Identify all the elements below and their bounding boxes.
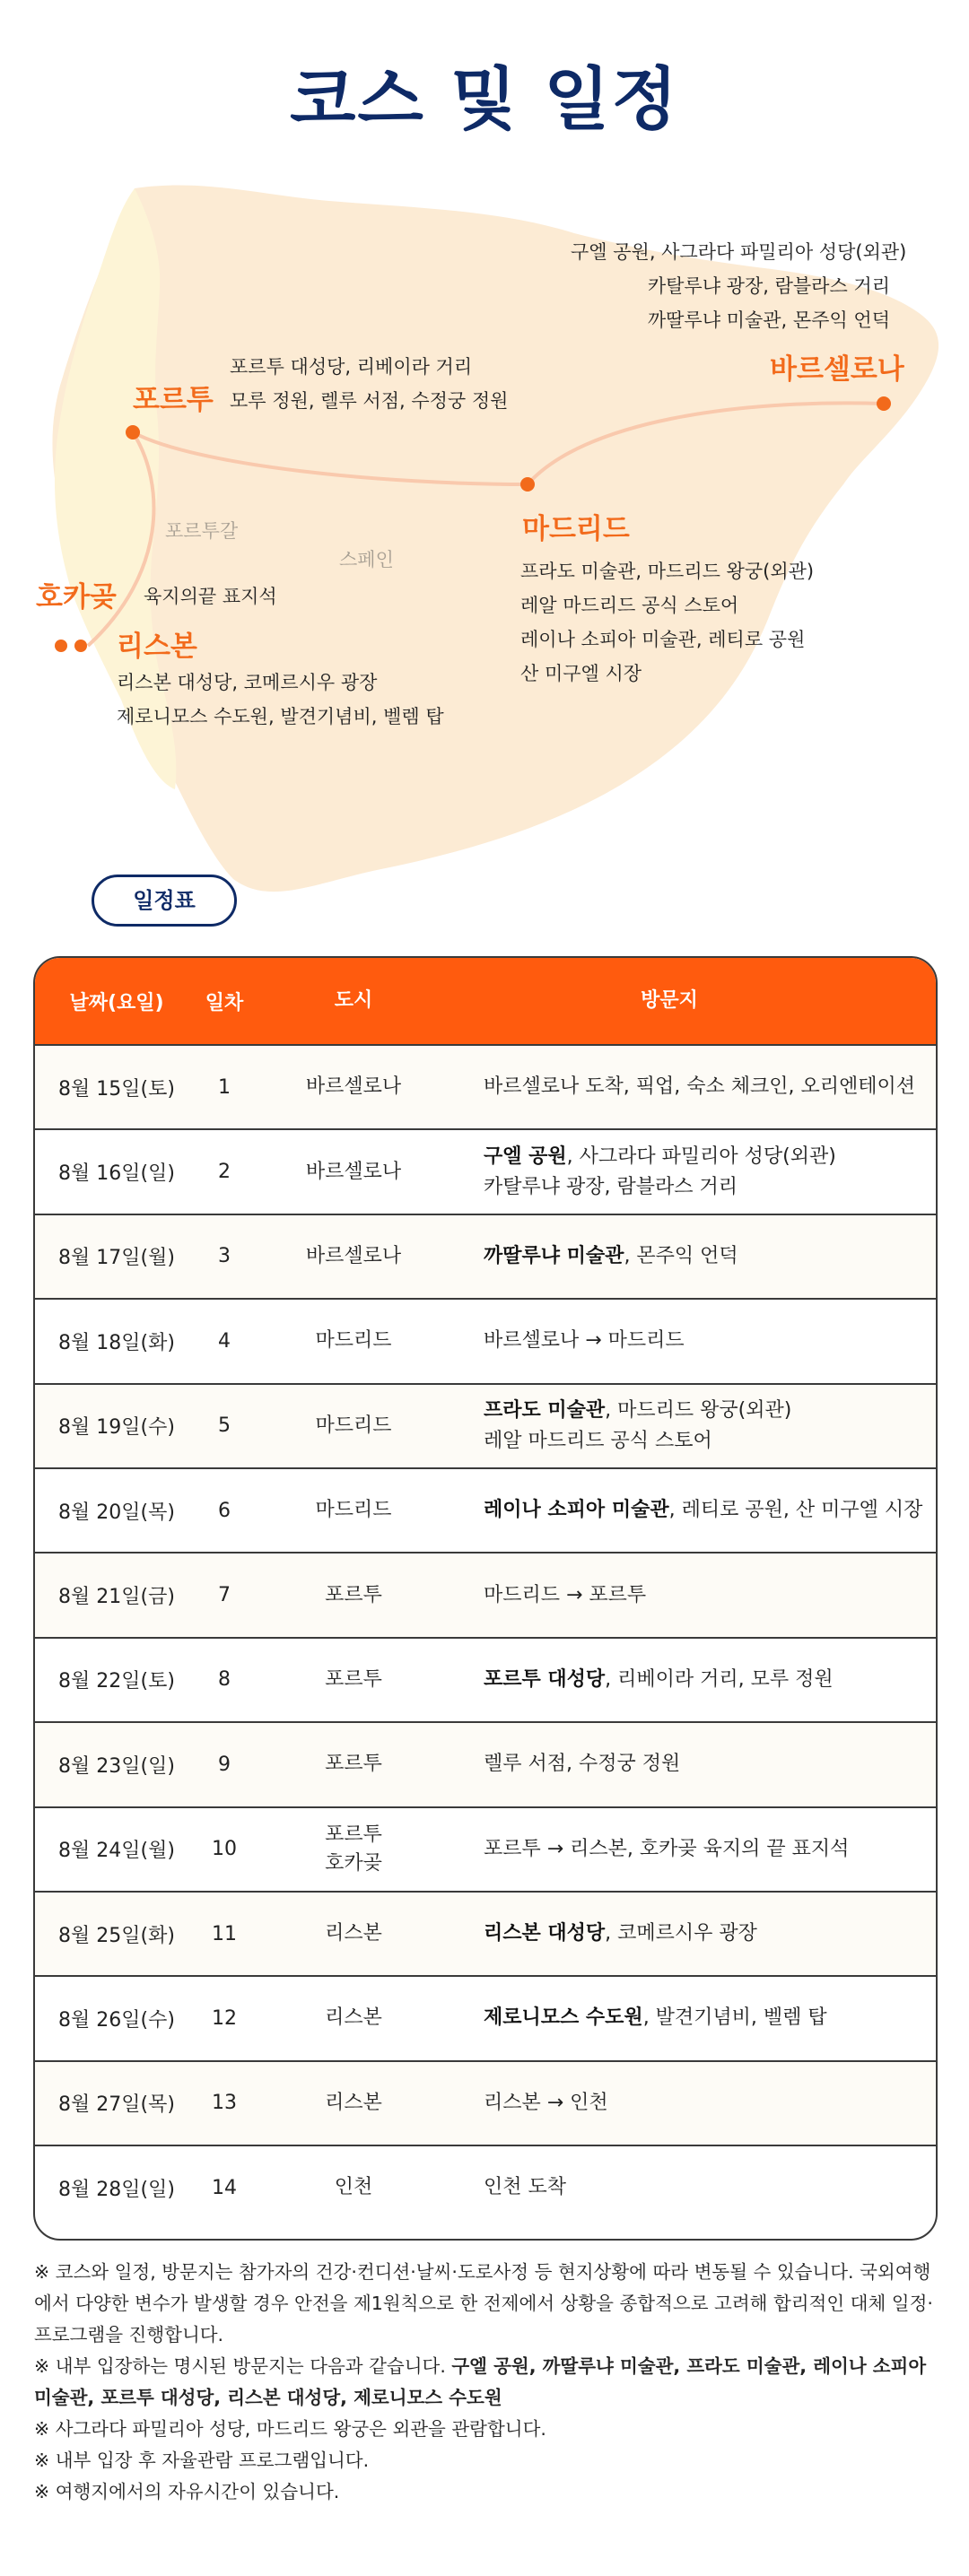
cell-city	[250, 1821, 457, 1878]
notes	[34, 2257, 940, 2508]
cell-visit-line2: 레알 마드리드 공식 스토어	[484, 1429, 712, 1452]
cell-city-line1: 포르투	[325, 1823, 382, 1846]
cell-city-line1: 리스본	[325, 2091, 382, 2114]
cell-visit-text: 바르셀로나 도착, 픽업, 숙소 체크인, 오리엔테이션	[484, 1075, 915, 1099]
table-row	[35, 1552, 936, 1636]
cell-visit-highlight: 리스본 대성당	[484, 1922, 606, 1945]
cell-visit	[457, 2088, 936, 2119]
barcelona-places	[571, 235, 907, 337]
cell-city-line2: 호카곶	[325, 1851, 382, 1875]
cell-date: 8월 17일(월)	[58, 1247, 175, 1270]
cell-visit-highlight: 제로니모스 수도원	[484, 2006, 643, 2030]
note-2-bold: 구엘 공원, 까딸루냐 미술관, 프라도 미술관, 레이나 소피아 미술관, 포르투 대성당, 리스본 대성당, 제로니모스 수도원	[34, 2355, 927, 2408]
cell-visit-text: 바르셀로나 → 마드리드	[484, 1329, 685, 1353]
cell-city	[250, 1158, 457, 1187]
cell-visit	[457, 1326, 936, 1356]
note-2-prefix: ※ 내부 입장하는 명시된 방문지는 다음과 같습니다.	[34, 2355, 452, 2377]
cell-visit	[457, 1749, 936, 1780]
cell-date: 8월 16일(일)	[58, 1162, 175, 1186]
cell-day: 14	[212, 2176, 237, 2199]
cell-day: 4	[218, 1329, 231, 1353]
cell-visit	[457, 1665, 936, 1695]
cell-city-line1: 인천	[334, 2176, 373, 2199]
madrid-place-2: 레알 마드리드 공식 스토어	[520, 595, 739, 616]
dot-lisbon	[74, 640, 87, 652]
cell-visit-text: , 레티로 공원, 산 미구엘 시장	[668, 1499, 923, 1522]
table-row	[35, 1128, 936, 1213]
cell-city-line1: 리스본	[325, 1922, 382, 1945]
cell-day: 3	[218, 1245, 231, 1268]
cell-city-line1: 바르셀로나	[305, 1160, 402, 1183]
cell-day: 8	[218, 1668, 231, 1692]
cell-visit-line1	[484, 1495, 936, 1526]
cell-city-line1: 마드리드	[315, 1414, 392, 1437]
cell-visit-text: 마드리드 → 포르투	[484, 1583, 647, 1606]
table-row	[35, 1975, 936, 2059]
cell-city	[250, 1496, 457, 1525]
cell-visit-line1	[484, 1919, 936, 1949]
city-label-barcelona: 바르셀로나	[770, 353, 904, 386]
cell-visit-highlight: 레이나 소피아 미술관	[484, 1499, 669, 1522]
cell-city-line1: 포르투	[325, 1583, 382, 1606]
page-title: 코스 및 일정	[290, 59, 679, 139]
dot-cabo	[55, 640, 67, 652]
barcelona-place-2: 카탈루냐 광장, 람블라스 거리	[647, 275, 890, 297]
table-body	[35, 1044, 936, 2229]
city-label-lisbon: 리스본	[117, 631, 197, 663]
cell-visit-line1	[484, 1665, 936, 1695]
table-row	[35, 1383, 936, 1467]
cell-day: 10	[212, 1838, 237, 1861]
cell-city	[250, 1073, 457, 1101]
porto-places	[230, 350, 508, 418]
note-2	[34, 2351, 940, 2414]
cell-visit-highlight: 포르투 대성당	[484, 1667, 606, 1691]
cell-city	[250, 2004, 457, 2032]
cell-visit-line1	[484, 2003, 936, 2033]
cell-city	[250, 1412, 457, 1440]
table-row	[35, 2060, 936, 2145]
dot-porto	[126, 425, 140, 439]
city-label-cabo: 호카곶	[36, 581, 117, 614]
porto-place-2: 모루 정원, 렐루 서점, 수정궁 정원	[230, 390, 509, 412]
table-row	[35, 2145, 936, 2229]
cell-visit-text: 포르투 → 리스본, 호카곶 육지의 끝 표지석	[484, 1837, 850, 1860]
cell-visit-text: , 발견기념비, 벨렘 탑	[642, 2006, 827, 2030]
schedule-table	[33, 956, 938, 2241]
table-header	[35, 958, 936, 1044]
cell-city	[250, 2173, 457, 2202]
cell-day: 11	[212, 1922, 237, 1945]
cell-visit	[457, 1142, 936, 1203]
cell-visit	[457, 1072, 936, 1102]
country-label-spain: 스페인	[339, 549, 394, 570]
cell-date: 8월 19일(수)	[58, 1416, 175, 1440]
cell-city-line1: 마드리드	[315, 1329, 392, 1353]
cell-city	[250, 1666, 457, 1694]
lisbon-place-1: 리스본 대성당, 코메르시우 광장	[117, 672, 378, 693]
cell-day: 1	[218, 1075, 231, 1099]
cell-date: 8월 21일(금)	[58, 1586, 175, 1609]
cell-city	[250, 1750, 457, 1779]
cell-visit-line1	[484, 1326, 936, 1356]
cell-visit	[457, 1919, 936, 1949]
cell-date: 8월 24일(월)	[58, 1840, 175, 1863]
cell-day: 6	[218, 1499, 231, 1522]
cell-city-line1: 포르투	[325, 1667, 382, 1691]
cell-city	[250, 2089, 457, 2118]
porto-place-1: 포르투 대성당, 리베이라 거리	[230, 356, 473, 378]
note-1: ※ 코스와 일정, 방문지는 참가자의 건강·컨디션·날씨·도로사정 등 현지상황에 따라 변동될 수 있습니다. 국외여행에서 다양한 변수가 발생할 경우 안전을 제1원칙으로 한 전제에서 상황을 종합적으로 고려해 합리적인 대체 일정·프로그램을 진행합니다.	[34, 2261, 933, 2345]
header-day: 일차	[205, 991, 244, 1014]
cell-visit-highlight: 프라도 미술관	[484, 1398, 606, 1422]
cell-visit-text: , 마드리드 왕궁(외관)	[605, 1398, 792, 1422]
cell-date: 8월 27일(목)	[58, 2093, 175, 2117]
cell-visit-line1	[484, 1142, 936, 1172]
cell-city	[250, 1327, 457, 1355]
cell-visit-line1	[484, 1580, 936, 1611]
madrid-places	[520, 554, 814, 691]
table-row	[35, 1806, 936, 1891]
cell-city-line1: 포르투	[325, 1753, 382, 1776]
route-map	[0, 161, 969, 933]
note-5: ※ 여행지에서의 자유시간이 있습니다.	[34, 2481, 340, 2502]
cell-visit-text: , 코메르시우 광장	[605, 1922, 757, 1945]
table-row	[35, 1044, 936, 1128]
table-row	[35, 1637, 936, 1721]
dot-barcelona	[877, 396, 891, 411]
cell-city	[250, 1242, 457, 1271]
cell-day: 13	[212, 2092, 237, 2115]
cell-visit-line1	[484, 1072, 936, 1102]
madrid-place-4: 산 미구엘 시장	[520, 663, 642, 684]
table-row	[35, 1467, 936, 1552]
schedule-tag: 일정표	[92, 875, 237, 927]
cell-city-line1: 바르셀로나	[305, 1075, 402, 1099]
city-label-madrid: 마드리드	[522, 513, 630, 545]
cell-city	[250, 1581, 457, 1610]
cell-visit	[457, 2003, 936, 2033]
cell-visit-text: , 리베이라 거리, 모루 정원	[605, 1667, 834, 1691]
cell-visit	[457, 2172, 936, 2203]
cell-visit	[457, 1396, 936, 1457]
cell-visit	[457, 1241, 936, 1272]
cabo-place-1: 육지의끝 표지석	[144, 586, 277, 607]
dot-madrid	[520, 477, 535, 492]
cell-visit-line1	[484, 2088, 936, 2119]
cell-visit-text: 렐루 서점, 수정궁 정원	[484, 1753, 681, 1776]
cell-visit-text: 리스본 → 인천	[484, 2091, 608, 2114]
cell-date: 8월 15일(토)	[58, 1077, 175, 1101]
cell-visit	[457, 1580, 936, 1611]
barcelona-place-1: 구엘 공원, 사그라다 파밀리아 성당(외관)	[571, 241, 907, 263]
header-visit: 방문지	[641, 989, 698, 1012]
cell-city-line1: 리스본	[325, 2006, 382, 2030]
cell-visit-line1	[484, 1241, 936, 1272]
table-row	[35, 1721, 936, 1806]
cell-visit-text: 인천 도착	[484, 2176, 567, 2199]
cell-visit-line1	[484, 1396, 936, 1426]
lisbon-places	[117, 666, 444, 734]
table-row	[35, 1214, 936, 1298]
note-3: ※ 사그라다 파밀리아 성당, 마드리드 왕궁은 외관을 관람합니다.	[34, 2418, 546, 2440]
header-city: 도시	[334, 989, 373, 1012]
madrid-place-1: 프라도 미술관, 마드리드 왕궁(외관)	[520, 561, 815, 582]
country-label-portugal: 포르투갈	[165, 520, 239, 542]
cell-date: 8월 23일(일)	[58, 1754, 175, 1778]
note-4: ※ 내부 입장 후 자율관람 프로그램입니다.	[34, 2450, 370, 2471]
cell-day: 9	[218, 1753, 231, 1776]
lisbon-place-2: 제로니모스 수도원, 발견기념비, 벨렘 탑	[117, 706, 444, 727]
cell-city-line1: 마드리드	[315, 1499, 392, 1522]
table-row	[35, 1891, 936, 1975]
cell-day: 12	[212, 2006, 237, 2030]
cell-day: 7	[218, 1584, 231, 1607]
barcelona-place-3: 까딸루냐 미술관, 몬주익 언덕	[647, 309, 890, 331]
cell-city-line1: 바르셀로나	[305, 1244, 402, 1267]
cell-visit-highlight: 구엘 공원	[484, 1144, 567, 1168]
table-row	[35, 1298, 936, 1382]
cell-date: 8월 22일(토)	[58, 1670, 175, 1693]
cell-day: 2	[218, 1161, 231, 1184]
cell-city	[250, 1919, 457, 1948]
cell-visit-highlight: 까딸루냐 미술관	[484, 1244, 624, 1267]
cell-date: 8월 20일(목)	[58, 1501, 175, 1524]
cell-date: 8월 28일(일)	[58, 2178, 175, 2201]
cell-visit-line1	[484, 2172, 936, 2203]
cell-visit-line2: 카탈루냐 광장, 람블라스 거리	[484, 1175, 738, 1198]
cell-visit-text: , 사그라다 파밀리아 성당(외관)	[566, 1144, 836, 1168]
cell-day: 5	[218, 1414, 231, 1438]
city-label-porto: 포르투	[133, 384, 214, 416]
cell-date: 8월 26일(수)	[58, 2008, 175, 2032]
cell-visit-line1	[484, 1749, 936, 1780]
cell-visit	[457, 1834, 936, 1865]
cell-visit-line1	[484, 1834, 936, 1865]
cell-date: 8월 18일(화)	[58, 1331, 175, 1354]
header-date: 날짜(요일)	[69, 991, 164, 1014]
madrid-place-3: 레이나 소피아 미술관, 레티로 공원	[520, 629, 806, 650]
cell-visit	[457, 1495, 936, 1526]
cell-visit-text: , 몬주익 언덕	[624, 1244, 738, 1267]
cell-date: 8월 25일(화)	[58, 1924, 175, 1947]
